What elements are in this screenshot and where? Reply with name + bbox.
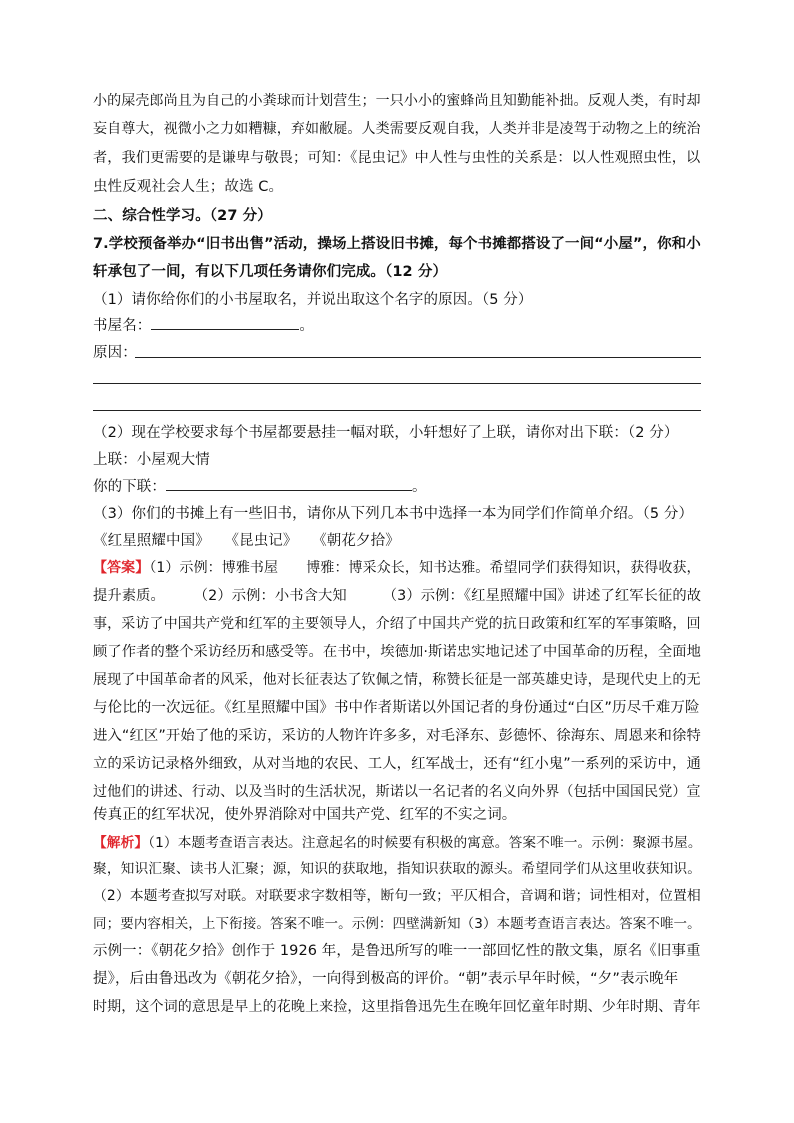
answer-text: （1）示例：博雅书屋 博雅：博采众长，知书达雅。希望同学们获得知识，获得收获， (149, 560, 701, 576)
bookstore-name-blank[interactable] (151, 315, 299, 330)
answer-line: 过他们的讲述、行动、以及当时的生活状况，斯诺以一名记者的名义向外界（包括中国国民党）宣 (93, 784, 701, 800)
upper-couplet: 上联：小屋观大情 (93, 452, 210, 468)
answer-line: 进入“红区”开始了他的采访，采访的人物许许多多，对毛泽东、彭德怀、徐海东、周恩来和徐特 (93, 728, 701, 744)
explanation-line: （2）本题考查拟写对联。对联要求字数相等，断句一致；平仄相合，音调和谐；词性相对，位置相 (93, 888, 701, 904)
explanation-line: 提》，后由鲁迅改为《朝花夕拾》，一向得到极高的评价。“朝”表示早年时候，“夕”表示晚年 (93, 971, 679, 987)
reason-label: 原因： (93, 345, 137, 361)
answer-text-line: 者，我们更需要的是谦卑与敬畏；可知：《昆虫记》中人性与虫性的关系是：以人性观照虫性，以 (93, 150, 701, 166)
lower-couplet-blank[interactable] (166, 476, 412, 491)
lower-couplet-row (93, 476, 427, 498)
explanation-text: （1）本题考查语言表达。注意起名的时候要有积极的寓意。答案不唯一。示例：聚源书屋。 (148, 835, 702, 851)
section-heading: 二、综合性学习。（27 分） (93, 208, 272, 224)
reason-blank-line[interactable] (93, 410, 701, 411)
answer-line: 与伦比的一次远征。《红星照耀中国》书中作者斯诺以外国记者的身份通过“白区”历尽千难万险 (93, 700, 700, 716)
question-7-line: 轩承包了一间，有以下几项任务请你们完成。（12 分） (93, 264, 448, 280)
book-list: 《红星照耀中国》 《昆虫记》 《朝花夕拾》 (93, 533, 400, 549)
lower-couplet-label: 你的下联： (93, 479, 166, 495)
answer-tag: 【答案】 (93, 560, 150, 576)
explanation-line: 同；要内容相关，上下衔接。答案不唯一。示例：四壁满新知（3）本题考查语言表达。答案不唯一。 (93, 916, 701, 932)
subquestion-1: （1）请你给你们的小书屋取名，并说出取这个名字的原因。（5 分） (93, 292, 533, 308)
reason-blank-line[interactable] (93, 383, 701, 384)
subquestion-3: （3）你们的书摊上有一些旧书，请你从下列几本书中选择一本为同学们作简单介绍。（5 分） (93, 506, 694, 522)
explanation-line: 示例一：《朝花夕拾》创作于 1926 年，是鲁迅所写的唯一一部回忆性的散文集，原名《旧事重 (93, 943, 701, 959)
answer-line: 传真正的红军状况，使外界消除对中国共产党、红军的不实之词。 (93, 807, 517, 823)
bookstore-name-end: 。 (299, 318, 315, 334)
bookstore-name-row (93, 315, 314, 337)
explanation-line: 聚，知识汇聚、读书人汇聚；源，知识的获取地，指知识获取的源头。希望同学们从这里收获知识。 (93, 861, 702, 877)
answer-line (93, 557, 701, 579)
answer-text-line: 虫性反观社会人生；故选 C。 (93, 179, 284, 195)
explanation-tag: 【解析】 (93, 835, 149, 851)
answer-text-line: 小的屎壳郎尚且为自己的小粪球而计划营生；一只小小的蜜蜂尚且知勤能补拙。反观人类，有时却 (93, 93, 701, 109)
reason-blank-line[interactable] (135, 357, 701, 358)
bookstore-name-label: 书屋名： (93, 318, 152, 334)
answer-line: 事，采访了中国共产党和红军的主要领导人，介绍了中国共产党的抗日政策和红军的军事策略，回 (93, 616, 701, 632)
lower-couplet-end: 。 (412, 479, 427, 495)
explanation-line (93, 832, 702, 854)
answer-line: 顾了作者的整个采访经历和感受等。在书中，埃德加·斯诺忠实地记述了中国革命的历程，全面地 (93, 644, 701, 660)
answer-line: 提升素质。 （2）示例：小书含大知 （3）示例：《红星照耀中国》讲述了红军长征的故 (93, 588, 702, 604)
question-7-line: 7.学校预备举办“旧书出售”活动，操场上搭设旧书摊，每个书摊都搭设了一间“小屋”，你和小 (93, 236, 701, 252)
answer-text-line: 妄自尊大，视微小之力如糟糠，弃如敝屣。人类需要反观自我，人类并非是凌驾于动物之上的统治 (93, 121, 701, 137)
answer-line: 立的采访记录格外细致，从对当地的农民、工人，红军战士，还有“红小鬼”一系列的采访中，通 (93, 756, 701, 772)
explanation-line: 时期，这个词的意思是早上的花晚上来捡，这里指鲁迅先生在晚年回忆童年时期、少年时期、青年 (93, 999, 701, 1015)
answer-line: 展现了中国革命者的风采，他对长征表达了钦佩之情，称赞长征是一部英雄史诗，是现代史上的无 (93, 672, 701, 688)
subquestion-2: （2）现在学校要求每个书屋都要悬挂一幅对联，小轩想好了上联，请你对出下联：（2 分） (93, 425, 679, 441)
